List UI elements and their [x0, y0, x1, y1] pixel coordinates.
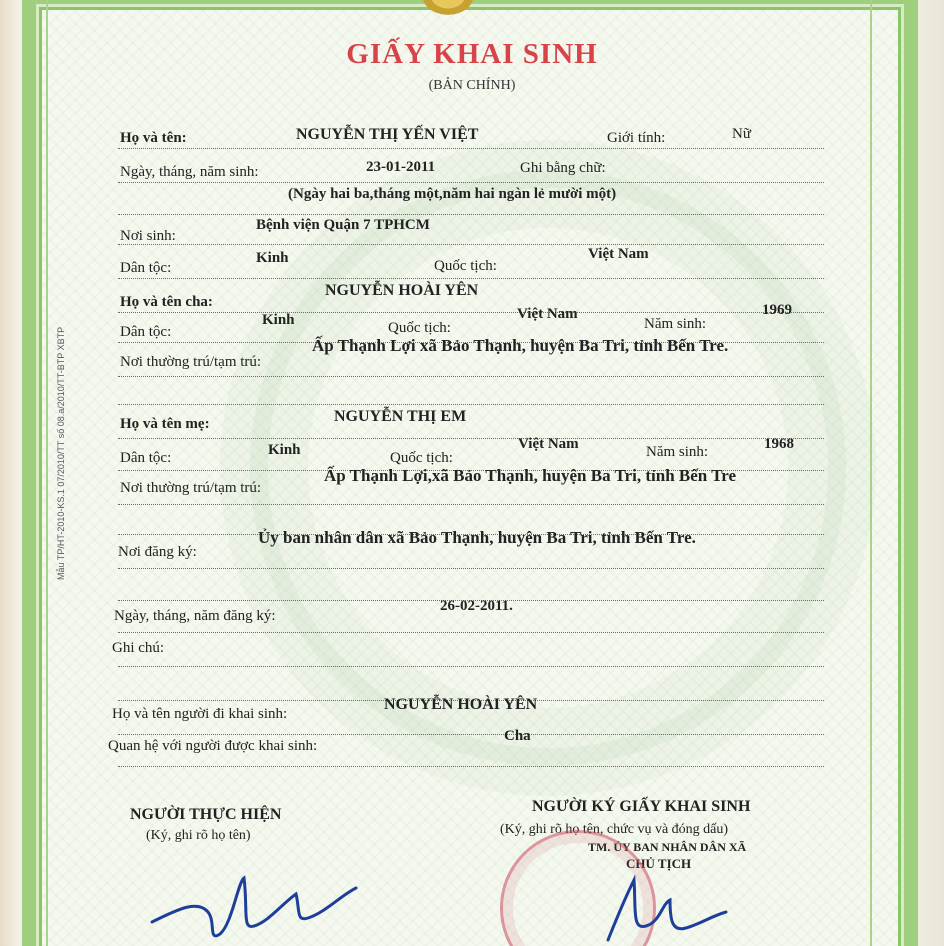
left-signer-instruction: (Ký, ghi rõ họ tên) [146, 828, 251, 843]
father-ethnicity-label: Dân tộc: [120, 324, 172, 340]
dotted-line [118, 220, 824, 245]
child-name-label: Họ và tên: [120, 130, 187, 146]
father-residence-value: Ấp Thạnh Lợi xã Bảo Thạnh, huyện Ba Tri, tỉnh Bến Tre. [312, 336, 729, 355]
father-birth-year-value: 1969 [762, 302, 792, 318]
father-birth-year-label: Năm sinh: [644, 316, 707, 332]
right-signature-icon [600, 870, 730, 946]
mother-birth-year-value: 1968 [764, 436, 794, 452]
father-residence-label: Nơi thường trú/tạm trú: [120, 354, 262, 370]
child-dob-value: 23-01-2011 [366, 159, 436, 175]
left-signature-icon [150, 860, 360, 946]
father-nationality-label: Quốc tịch: [388, 320, 451, 336]
dotted-line [118, 642, 824, 667]
child-gender-value: Nữ [732, 126, 751, 142]
father-ethnicity-value: Kinh [262, 312, 295, 328]
child-gender-label: Giới tính: [607, 130, 666, 146]
mother-residence-label: Nơi thường trú/tạm trú: [120, 480, 262, 496]
registration-date-label: Ngày, tháng, năm đăng ký: [114, 608, 276, 624]
child-nationality-value: Việt Nam [588, 246, 649, 262]
relation-value: Cha [504, 728, 531, 744]
document-title: GIẤY KHAI SINH [346, 38, 598, 70]
mother-name-label: Họ và tên mẹ: [120, 416, 210, 432]
child-name-value: NGUYỄN THỊ YẾN VIỆT [296, 126, 479, 143]
dotted-line [118, 380, 824, 405]
registration-place-label: Nơi đăng ký: [118, 544, 197, 560]
father-name-label: Họ và tên cha: [120, 294, 213, 310]
child-dob-words-value: (Ngày hai ba,tháng một,năm hai ngàn lẻ mười một) [288, 186, 617, 202]
form-code-side-text: Mẫu TP/HT-2010-KS.1 07/2010/TT số 08.a/2010/TT-BTP XBTP [56, 326, 66, 580]
mother-ethnicity-value: Kinh [268, 442, 301, 458]
mother-nationality-value: Việt Nam [518, 436, 579, 452]
national-emblem-icon [418, 0, 478, 18]
right-signer-organization: TM. ỦY BAN NHÂN DÂN XÃ [588, 840, 747, 854]
right-signer-role: CHỦ TỊCH [626, 856, 692, 871]
dotted-line [118, 414, 824, 439]
child-ethnicity-value: Kinh [256, 250, 289, 266]
mother-birth-year-label: Năm sinh: [646, 444, 709, 460]
child-birthplace-value: Bệnh viện Quận 7 TPHCM [256, 217, 430, 233]
father-nationality-value: Việt Nam [517, 306, 578, 322]
relation-label: Quan hệ với người được khai sinh: [108, 738, 318, 754]
mother-residence-value: Ấp Thạnh Lợi,xã Bảo Thạnh, huyện Ba Tri, tỉnh Bến Tre [324, 466, 737, 485]
child-birthplace-label: Nơi sinh: [120, 228, 176, 244]
mother-name-value: NGUYỄN THỊ EM [334, 408, 467, 425]
father-name-value: NGUYỄN HOÀI YÊN [325, 282, 479, 299]
registration-place-value: Ủy ban nhân dân xã Bảo Thạnh, huyện Ba Tri, tỉnh Bến Tre. [258, 528, 696, 547]
document-subtitle: (BẢN CHÍNH) [428, 78, 516, 93]
child-ethnicity-label: Dân tộc: [120, 260, 172, 276]
child-dob-words-label: Ghi bằng chữ: [520, 160, 606, 176]
registration-date-value: 26-02-2011. [440, 598, 513, 614]
right-signer-instruction: (Ký, ghi rõ họ tên, chức vụ và đóng dấu) [500, 822, 729, 837]
declarant-label: Họ và tên người đi khai sinh: [112, 706, 288, 722]
declarant-value: NGUYỄN HOÀI YÊN [384, 696, 538, 713]
child-nationality-label: Quốc tịch: [434, 258, 497, 274]
child-dob-label: Ngày, tháng, năm sinh: [120, 164, 259, 180]
right-signer-title: NGƯỜI KÝ GIẤY KHAI SINH [532, 798, 751, 815]
mother-nationality-label: Quốc tịch: [390, 450, 453, 466]
left-signer-title: NGƯỜI THỰC HIỆN [130, 806, 282, 823]
mother-ethnicity-label: Dân tộc: [120, 450, 172, 466]
notes-label: Ghi chú: [112, 640, 165, 656]
